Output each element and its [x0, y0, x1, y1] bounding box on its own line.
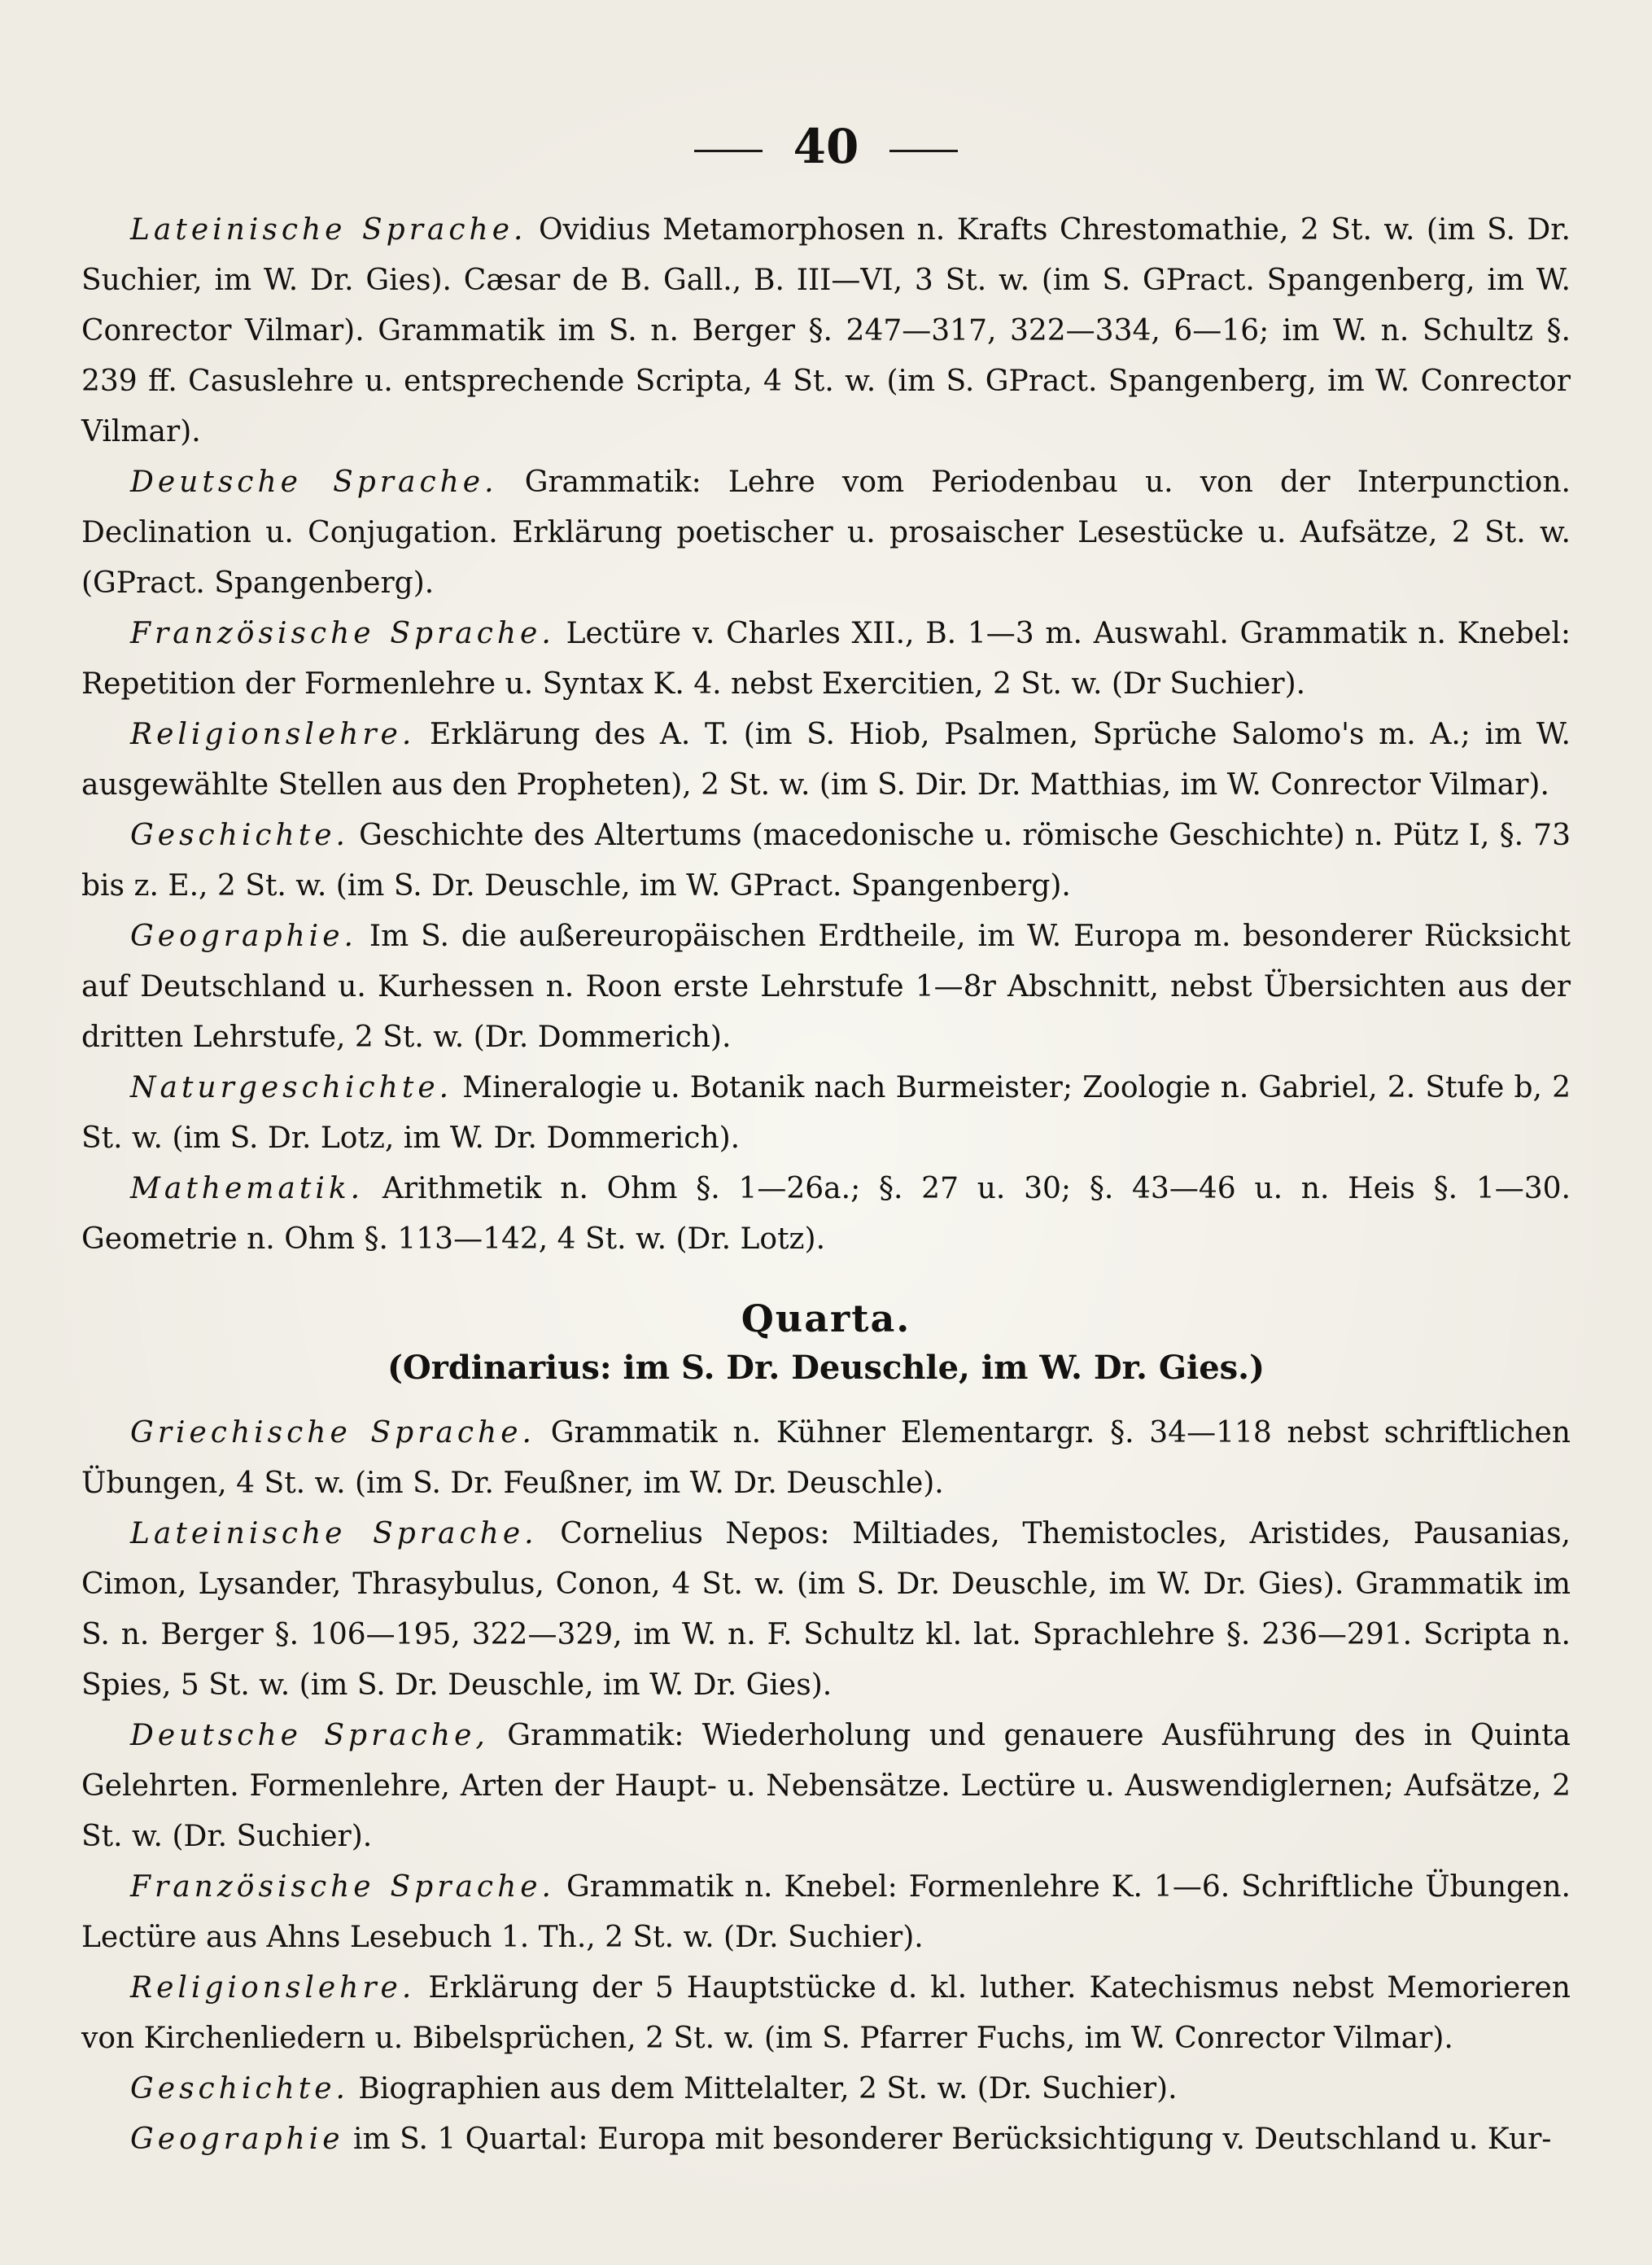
section-subtitle: (Ordinarius: im S. Dr. Deuschle, im W. Dr. Gies.)	[387, 1349, 1265, 1387]
subject-label: Deutsche Sprache,	[130, 1719, 489, 1752]
paragraph-text: Grammatik n. Knebel: Formenlehre K. 1—6. Schriftliche Übungen. Lectüre aus Ahns Lesebuch 1. Th., 2 St. w. (Dr. Suchier).	[81, 1870, 1571, 1954]
page-number-value: 40	[793, 119, 859, 174]
subject-label: Geographie	[130, 2123, 344, 2156]
subject-label: Französische Sprache.	[130, 617, 555, 650]
paragraph-french	[81, 609, 1571, 710]
paragraph-text: Erklärung der 5 Hauptstücke d. kl. luther. Katechismus nebst Memorieren von Kirchenliedern u. Bibelsprüchen, 2 St. w. (im S. Pfarrer Fuchs, im W. Conrector Vilmar).	[81, 1971, 1571, 2055]
paragraph-text: Erklärung des A. T. (im S. Hiob, Psalmen, Sprüche Salomo's m. A.; im W. ausgewählte Stellen aus den Propheten), 2 St. w. (im S. Dir. Dr. Matthias, im W. Conrector Vilmar).	[81, 718, 1571, 802]
paragraph-history	[81, 2064, 1571, 2114]
subject-label: Griechische Sprache.	[130, 1416, 535, 1450]
paragraph-text: Grammatik n. Kühner Elementargr. §. 34—118 nebst schriftlichen Übungen, 4 St. w. (im S. Dr. Feußner, im W. Dr. Deuschle).	[81, 1416, 1571, 1500]
paragraph-geography	[81, 2114, 1571, 2165]
paragraph-text: Lectüre v. Charles XII., B. 1—3 m. Auswahl. Grammatik n. Knebel: Repetition der Formenlehre u. Syntax K. 4. nebst Exercitien, 2 St. w. (Dr Suchier).	[81, 617, 1571, 701]
paragraph-text: Grammatik: Wiederholung und genauere Ausführung des in Quinta Gelehrten. Formenlehre, Arten der Haupt- u. Nebensätze. Lectüre u. Auswendiglernen; Aufsätze, 2 St. w. (Dr. Suchier).	[81, 1719, 1571, 1853]
paragraph-text: Arithmetik n. Ohm §. 1—26a.; §. 27 u. 30; §. 43—46 u. n. Heis §. 1—30. Geometrie n. Ohm §. 113—142, 4 St. w. (Dr. Lotz).	[81, 1172, 1571, 1256]
paragraph-religion	[81, 1963, 1571, 2064]
paragraph-religion	[81, 710, 1571, 811]
subject-label: Lateinische Sprache.	[130, 213, 527, 247]
page-number-dash-left	[694, 150, 763, 152]
paragraph-text: Mineralogie u. Botanik nach Burmeister; Zoologie n. Gabriel, 2. Stufe b, 2 St. w. (im S. Dr. Lotz, im W. Dr. Dommerich).	[81, 1071, 1571, 1155]
paragraph-latin	[81, 1509, 1571, 1711]
paragraph-text: Cornelius Nepos: Miltiades, Themistocles, Aristides, Pausanias, Cimon, Lysander, Thrasybulus, Conon, 4 St. w. (im S. Dr. Deuschle, im W. Dr. Gies). Grammatik im S. n. Berger §. 106—195, 322—329, im W. n. F. Schultz kl. lat. Sprachlehre §. 236—291. Scripta n. Spies, 5 St. w. (im S. Dr. Deuschle, im W. Dr. Gies).	[81, 1517, 1571, 1702]
paragraph-french	[81, 1862, 1571, 1963]
subject-label: Naturgeschichte.	[130, 1071, 453, 1104]
paragraph-text: Ovidius Metamorphosen n. Krafts Chrestomathie, 2 St. w. (im S. Dr. Suchier, im W. Dr. Gies). Cæsar de B. Gall., B. III—VI, 3 St. w. (im S. GPract. Spangenberg, im W. Conrector Vilmar). Grammatik im S. n. Berger §. 247—317, 322—334, 6—16; im W. n. Schultz §. 239 ff. Casuslehre u. entsprechende Scripta, 4 St. w. (im S. GPract. Spangenberg, im W. Conrector Vilmar).	[81, 213, 1571, 448]
paragraph-mathematics	[81, 1164, 1571, 1265]
subject-label: Religionslehre.	[130, 718, 416, 751]
paragraph-geography	[81, 912, 1571, 1063]
subject-label: Lateinische Sprache.	[130, 1517, 538, 1550]
subject-label: Geschichte.	[130, 2072, 349, 2105]
subject-label: Geschichte.	[130, 819, 349, 852]
paragraph-latin	[81, 205, 1571, 457]
page-number	[81, 120, 1571, 173]
subject-label: Geographie.	[130, 920, 357, 953]
paragraph-history	[81, 811, 1571, 912]
subject-label: Mathematik.	[130, 1172, 365, 1205]
paragraph-german	[81, 457, 1571, 609]
subject-label: Religionslehre.	[130, 1971, 416, 2005]
paragraph-text: im S. 1 Quartal: Europa mit besonderer Berücksichtigung v. Deutschland u. Kur-	[352, 2123, 1552, 2156]
page-number-dash-right	[889, 150, 958, 152]
paragraph-natural-history	[81, 1063, 1571, 1164]
paragraph-text: Biographien aus dem Mittelalter, 2 St. w. (Dr. Suchier).	[358, 2072, 1178, 2105]
subject-label: Französische Sprache.	[130, 1870, 555, 1904]
paragraph-text: Im S. die außereuropäischen Erdtheile, im W. Europa m. besonderer Rücksicht auf Deutschland u. Kurhessen n. Roon erste Lehrstufe 1—8r Abschnitt, nebst Übersichten aus der dritten Lehrstufe, 2 St. w. (Dr. Dommerich).	[81, 920, 1571, 1054]
subject-label: Deutsche Sprache.	[130, 466, 498, 499]
paragraph-text: Grammatik: Lehre vom Periodenbau u. von der Interpunction. Declination u. Conjugation. Erklärung poetischer u. prosaischer Lesestücke u. Aufsätze, 2 St. w. (GPract. Spangenberg).	[81, 466, 1571, 600]
section-title: Quarta.	[741, 1296, 911, 1340]
section-paragraphs	[81, 1408, 1571, 2165]
paragraph-german	[81, 1711, 1571, 1862]
top-paragraphs	[81, 205, 1571, 1265]
paragraph-text: Geschichte des Altertums (macedonische u. römische Geschichte) n. Pütz I, §. 73 bis z. E., 2 St. w. (im S. Dr. Deuschle, im W. GPract. Spangenberg).	[81, 819, 1571, 903]
paragraph-greek	[81, 1408, 1571, 1509]
